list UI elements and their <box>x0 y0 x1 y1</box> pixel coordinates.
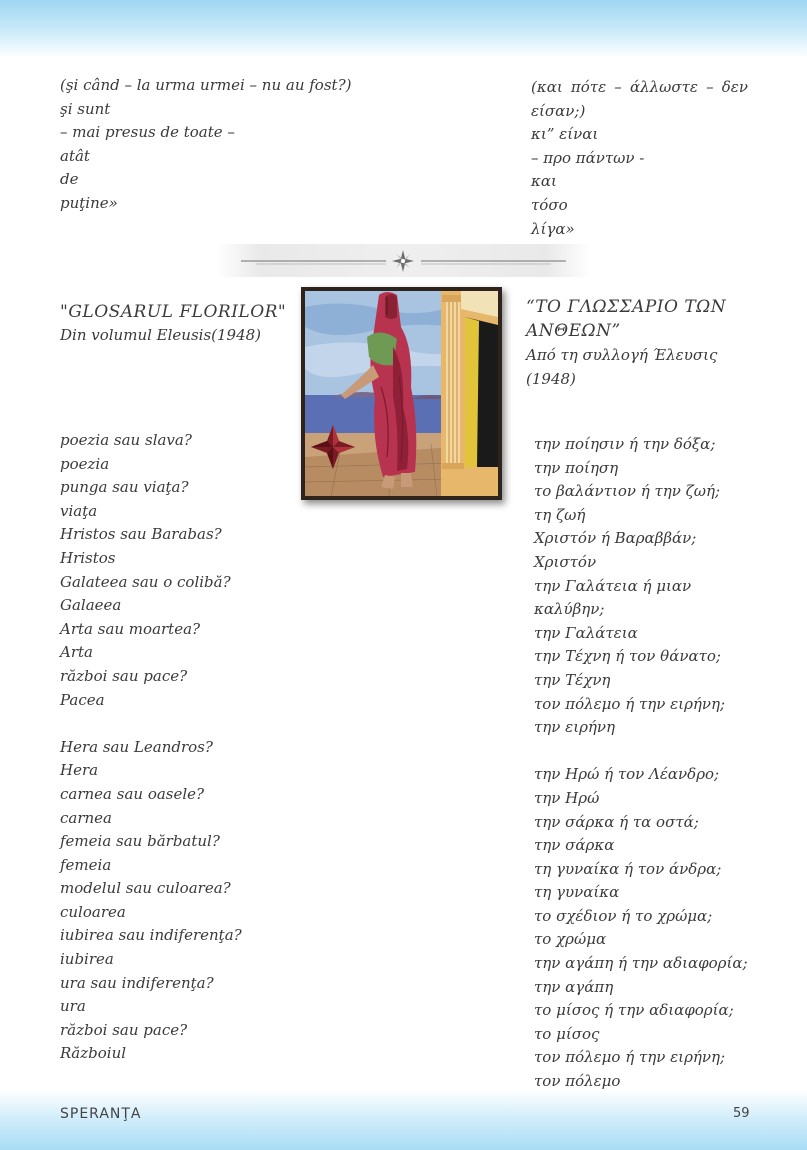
verse-line: την Τέχνη <box>534 670 611 689</box>
word: άλλωστε <box>629 78 698 96</box>
right-poem-source: Από τη συλλογή Έλευσις <box>526 346 718 364</box>
verse-line: Arta <box>60 643 93 662</box>
verse-line: την Ηρώ ή τον Λέανδρο; <box>534 765 720 784</box>
verse-line: şi sunt <box>60 99 111 118</box>
verse-line: Pacea <box>60 690 105 709</box>
verse-line: iubirea <box>60 950 114 969</box>
verse-line: την Ηρώ <box>534 788 600 807</box>
verse-line: punga sau viaţa? <box>60 478 189 497</box>
verse-line: ura <box>60 997 86 1016</box>
verse-line: Războiul <box>60 1044 127 1063</box>
verse-line: femeia <box>60 855 112 874</box>
stanza-break <box>60 712 242 736</box>
verse-line: την ειρήνη <box>534 718 616 737</box>
verse-line: femeia sau bărbatul? <box>60 832 220 851</box>
verse-line: Galateea sau o colibă? <box>60 572 231 591</box>
right-poem <box>534 433 748 1094</box>
verse-line: modelul sau culoarea? <box>60 879 231 898</box>
left-poem-source: Din volumul Eleusis(1948) <box>60 326 262 344</box>
verse-line: – προ πάντων - <box>531 148 645 167</box>
header-band <box>0 0 807 58</box>
verse-line: carnea <box>60 808 112 827</box>
verse-line: carnea sau oasele? <box>60 784 205 803</box>
verse-line: τον πόλεμο ή την ειρήνη; <box>534 694 726 713</box>
verse-line: război sau pace? <box>60 1020 188 1039</box>
verse-line: την σάρκα <box>534 836 615 855</box>
verse-line: Hera <box>60 761 99 780</box>
left-poem <box>60 429 242 1066</box>
verse-line: τη γυναίκα <box>534 883 620 902</box>
verse-line: τον πόλεμο <box>534 1072 621 1091</box>
verse-line: Arta sau moartea? <box>60 619 201 638</box>
verse-line: ura sau indiferenţa? <box>60 973 214 992</box>
word: – <box>706 78 714 96</box>
verse-line: την Γαλάτεια <box>534 623 638 642</box>
verse-line: το μίσος ή την αδιαφορία; <box>534 1001 734 1020</box>
verse-line: κι” είναι <box>531 125 599 144</box>
verse-line: puţine» <box>60 193 118 212</box>
verse-line: Hristos <box>60 548 116 567</box>
top-left-fragment <box>60 74 351 216</box>
word: (και <box>531 78 563 96</box>
stanza-break <box>534 740 748 764</box>
verse-line: την ποίηση <box>534 458 619 477</box>
verse-line: viaţa <box>60 501 98 520</box>
right-poem-title-line: ΑΝΘΕΩΝ” <box>526 321 621 341</box>
right-poem-title-line: “ΤΟ ΓΛΩΣΣΑΡΙΟ ΤΩΝ <box>526 297 727 317</box>
verse-line: και <box>531 172 557 191</box>
star-ornament-icon <box>216 244 591 277</box>
verse-line: την Τέχνη ή τον θάνατο; <box>534 647 721 666</box>
verse-line: την σάρκα ή τα οστά; <box>534 812 699 831</box>
verse-line: Χριστόν ή Βαραββάν; <box>534 529 697 548</box>
illustration-painting <box>301 287 502 500</box>
verse-line: τη γυναίκα ή τον άνδρα; <box>534 859 722 878</box>
verse-line: (şi când – la urma urmei – nu au fost?) <box>60 76 352 94</box>
verse-line: λίγα» <box>531 219 575 238</box>
verse-line: Galaeea <box>60 596 122 615</box>
verse-line: την ποίησιν ή την δόξα; <box>534 435 716 453</box>
verse-line: το σχέδιον ή το χρώμα; <box>534 906 713 925</box>
verse-line: την αγάπη ή την αδιαφορία; <box>534 954 748 973</box>
verse-line: poezia sau slava? <box>60 431 192 449</box>
verse-line: culoarea <box>60 902 126 921</box>
painting-image <box>301 287 502 500</box>
verse-line: Hristos sau Barabas? <box>60 525 222 544</box>
word: πότε <box>570 78 607 96</box>
magazine-name: SPERANŢA <box>60 1106 142 1122</box>
verse-line: είσαν;) <box>531 101 586 120</box>
verse-line-justified <box>531 76 748 100</box>
section-divider <box>216 244 591 277</box>
verse-line: την Γαλάτεια ή μιαν <box>534 576 692 595</box>
verse-line: – mai presus de toate – <box>60 123 235 142</box>
verse-line: Χριστόν <box>534 552 597 571</box>
word: δεν <box>721 78 748 96</box>
verse-line: καλύβην; <box>534 600 605 619</box>
verse-line: război sau pace? <box>60 666 188 685</box>
verse-line: το χρώμα <box>534 930 607 949</box>
verse-line: τόσο <box>531 195 568 214</box>
verse-line: τον πόλεμο ή την ειρήνη; <box>534 1048 726 1067</box>
word: – <box>614 78 622 96</box>
top-right-fragment <box>531 76 748 241</box>
right-poem-source: (1948) <box>526 370 576 388</box>
verse-line: τη ζωή <box>534 505 586 524</box>
verse-line: atât <box>60 146 90 165</box>
verse-line: Hera sau Leandros? <box>60 737 213 756</box>
verse-line: de <box>60 170 79 189</box>
left-poem-title: "GLOSARUL FLORILOR" <box>60 302 287 322</box>
verse-line: iubirea sau indiferenţa? <box>60 926 242 945</box>
verse-line: την αγάπη <box>534 977 614 996</box>
verse-line: το βαλάντιον ή την ζωή; <box>534 482 721 501</box>
verse-line: το μίσος <box>534 1024 600 1043</box>
page-number: 59 <box>733 1106 750 1121</box>
verse-line: poezia <box>60 454 110 473</box>
